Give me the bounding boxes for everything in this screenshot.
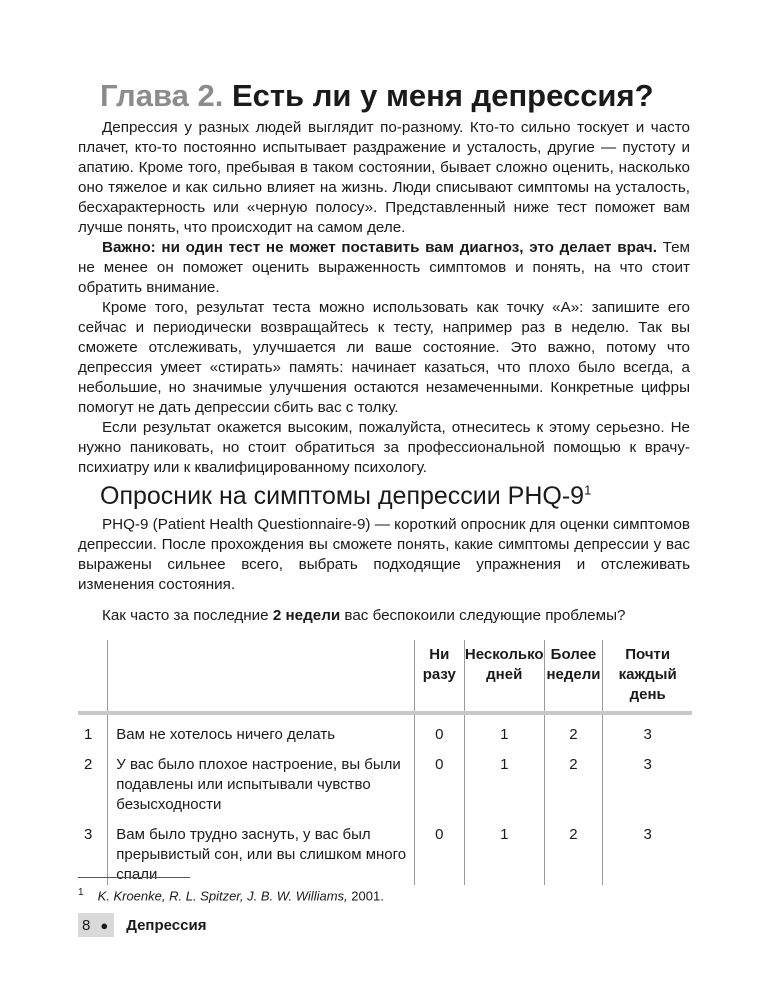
- table-header-row: [78, 640, 692, 713]
- intro-paragraph: PHQ-9 (Patient Health Questionnaire-9) — короткий опросник для оценки симптомов депрессии. После прохождения вы сможете понять, какие симптомы депрессии у вас выражены сильнее всего, выбрать подходящие упражнения и отслеживать изменения состояния.: [78, 516, 690, 593]
- page-footer: [78, 912, 206, 938]
- important-note: Важно: ни один тест не может поставить вам диагноз, это делает врач.: [102, 239, 657, 256]
- table-row: [78, 713, 692, 745]
- table-row: [78, 745, 692, 815]
- score-option[interactable]: 3: [643, 726, 652, 743]
- row-number: 1: [84, 726, 93, 743]
- question-text-after: вас беспокоили следующие проблемы?: [340, 607, 626, 624]
- header-question: [108, 640, 414, 713]
- header-option-1: Несколько дней: [464, 640, 544, 713]
- footnote-year: 2001.: [347, 888, 384, 904]
- chapter-heading: Есть ли у меня депрессия?: [231, 78, 654, 113]
- header-num: [78, 640, 108, 713]
- section-title: [100, 480, 591, 512]
- paragraph-2: [78, 238, 690, 298]
- row-question: Вам было трудно заснуть, у вас был прерывистый сон, или вы слишком много спали: [108, 815, 414, 885]
- chapter-title: [100, 76, 654, 116]
- paragraph-2-rest: Тем не менее он поможет оценить выраженность симптомов и понять, на что стоит обратить внимание.: [78, 239, 690, 296]
- bullet-icon: ●: [100, 917, 109, 933]
- paragraph-3: Кроме того, результат теста можно использовать как точку «А»: запишите его сейчас и периодически возвращайтесь к тесту, например раз в неделю. Так вы сможете отслеживать, улучшается ли ваше состояние. Это важно, потому что депрессия умеет «стирать» память: начинает казаться, что плохо было всегда, а небольшие, но значимые улучшения остаются незамеченными. Конкретные цифры помогут не дать депрессии сбить вас с толку.: [78, 299, 690, 416]
- body-text: [78, 118, 690, 478]
- phq9-table: [78, 640, 692, 885]
- chapter-label: Глава 2.: [100, 78, 224, 113]
- score-option[interactable]: 1: [464, 815, 544, 885]
- page-number-box: [78, 913, 114, 937]
- score-option[interactable]: 3: [643, 826, 652, 843]
- score-option[interactable]: 0: [414, 745, 464, 815]
- score-option[interactable]: 1: [464, 713, 544, 745]
- paragraph-1: Депрессия у разных людей выглядит по-разному. Кто-то сильно тоскует и часто плачет, кто-то постоянно испытывает раздражение и усталость, другие — пустоту и апатию. Кроме того, пребывая в таком состоянии, бывает сложно оценить, насколько оно тяжелое и как сильно влияет на жизнь. Люди списывают симптомы на усталость, бесхарактерность или «черную полосу». Представленный ниже тест поможет вам лучше понять, что происходит на самом деле.: [78, 119, 690, 236]
- header-option-2: Более недели: [544, 640, 603, 713]
- score-option[interactable]: 0: [414, 815, 464, 885]
- row-number: 2: [84, 756, 93, 773]
- question-period: 2 недели: [272, 607, 341, 624]
- header-option-3: Почти каждый день: [603, 640, 692, 713]
- page-number: 8: [82, 916, 91, 934]
- footnote-authors: K. Kroenke, R. L. Spitzer, J. B. W. Williams,: [97, 888, 348, 904]
- paragraph-4: Если результат окажется высоким, пожалуйста, отнеситесь к этому серьезно. Не нужно паниковать, но стоит обратиться за профессиональной помощью к врачу-психиатру или к квалифицированному психологу.: [78, 419, 690, 476]
- section-intro: [78, 515, 690, 595]
- row-question: У вас было плохое настроение, вы были подавлены или испытывали чувство безысходности: [108, 745, 414, 815]
- score-option[interactable]: 0: [414, 713, 464, 745]
- question-prompt: [102, 606, 625, 626]
- footnote-reference: 1: [584, 482, 592, 498]
- running-section-label: Депрессия: [126, 916, 207, 934]
- section-heading: Опросник на симптомы депрессии PHQ-9: [100, 482, 585, 510]
- header-option-0: Ни разу: [414, 640, 464, 713]
- footnote-mark: 1: [78, 887, 84, 898]
- row-question: Вам не хотелось ничего делать: [108, 713, 414, 745]
- question-text-before: Как часто за последние: [102, 607, 273, 624]
- score-option[interactable]: 2: [544, 713, 603, 745]
- table-row: [78, 815, 692, 885]
- score-option[interactable]: 1: [464, 745, 544, 815]
- row-number: 3: [84, 826, 93, 843]
- score-option[interactable]: 2: [544, 815, 603, 885]
- footnote: [78, 884, 384, 905]
- footnote-divider: [78, 877, 190, 878]
- score-option[interactable]: 3: [643, 756, 652, 773]
- score-option[interactable]: 2: [544, 745, 603, 815]
